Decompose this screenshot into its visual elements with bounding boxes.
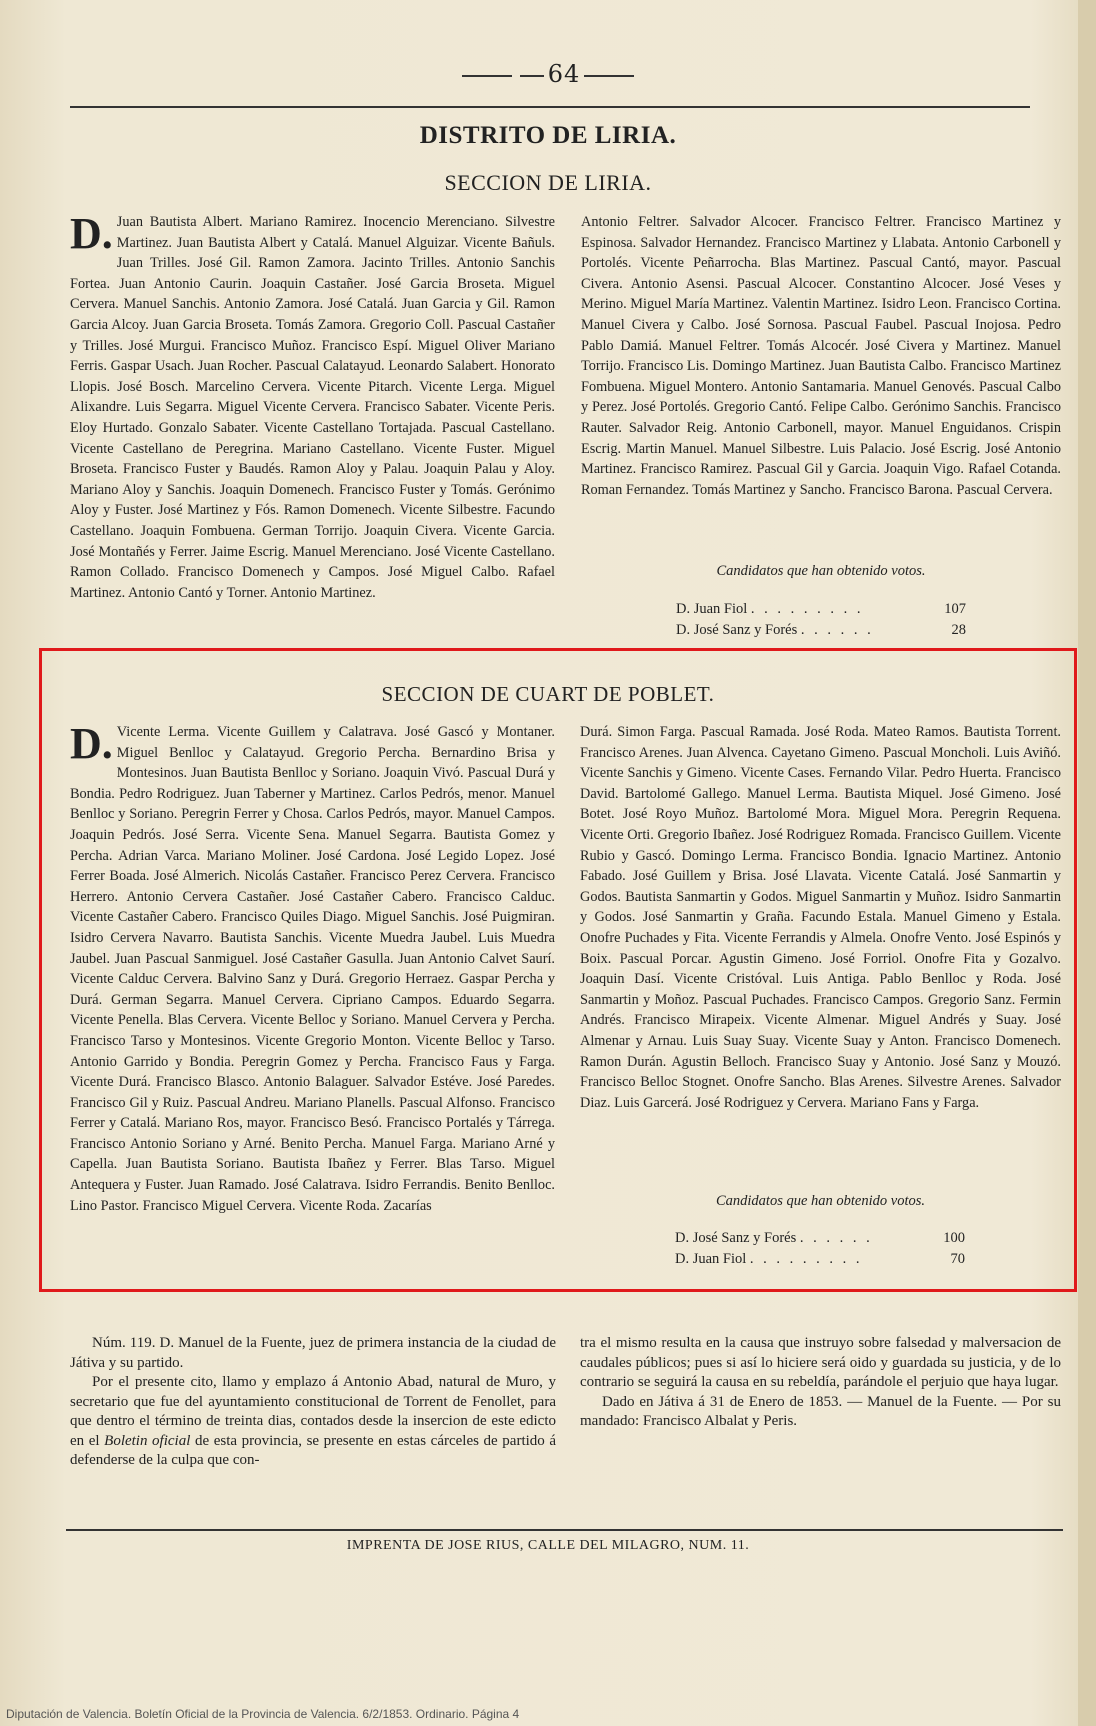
edict-signature: Dado en Játiva á 31 de Enero de 1853. — Manuel de la Fuente. — Por su mandado: Francisco Albalat y Peris.	[580, 1393, 1061, 1429]
leader-dots: . . . . . . . . .	[750, 601, 864, 617]
edict-italic-text: Boletin oficial	[104, 1432, 191, 1449]
edict-heading: Núm. 119. D. Manuel de la Fuente, juez de primera instancia de la ciudad de Játiva y su partido.	[70, 1335, 556, 1371]
leader-dots: . . . . . .	[799, 1230, 873, 1246]
edict-paragraph	[70, 1373, 556, 1471]
candidates-heading: Candidatos que han obtenido votos.	[715, 1193, 926, 1209]
voter-list-text: Juan Bautista Albert. Mariano Ramirez. Inocencio Merenciano. Silvestre Martinez. Juan Bautista Albert y Catalá. Manuel Alguizar. Vicente Bañuls. Juan Trilles. José Gil. Ramon Zamora. Jacinto Trilles. Antonio Sanchis Fortea. Juan Antonio Caurin. Joaquin Castañer. José Garcia Broseta. Miguel Cervera. Manuel Sanchis. Antonio Zamora. José Catalá. Juan Garcia y Gil. Ramon Garcia Alcoy. Juan Garcia Broseta. Tomás Zamora. Gregorio Coll. Pascual Castañer y Trilles. José Murgui. Francisco Muñoz. Francisco Espí. Miguel Oliver Mariano Ferris. Gaspar Usach. Juan Rocher. Pascual Calatayud. Leonardo Salabert. Honorato Llopis. José Bosch. Marcelino Cervera. Vicente Pitarch. Vicente Lerga. Miguel Alixandre. Luis Segarra. Miguel Vicente Cervera. Francisco Sabater. Vicente Peris. Eloy Hurtado. Gonzalo Sabater. Vicente Castellano Tortajada. Pascual Castellano. Vicente Castellano de Peregrina. Mariano Castellano. Vicente Fuster. Miguel Broseta. Francisco Fuster y Baudés. Ramon Aloy y Palau. Joaquin Palau y Aloy. Mariano Aloy y Sanchis. Joaquin Domenech. Francisco Fuster y Tomás. Gerónimo Aloy y Fuster. José Martinez y Fós. Ramon Domenech. Vicente Silbestre. Facundo Castellano. Joaquin Fombuena. German Torrijo. Joaquin Civera. Vicente Garcia. José Montañés y Ferrer. Jaime Escrig. Manuel Merenciano. José Vicente Castellano. Ramon Collado. Francisco Domenech y Campos. José Miguel Calbo. Rafael Martinez. Antonio Cantó y Torner. Antonio Martinez.	[70, 214, 555, 601]
voter-list-text: Antonio Feltrer. Salvador Alcocer. Francisco Feltrer. Francisco Martinez y Espinosa. Salvador Hernandez. Francisco Martinez y Llabata. Antonio Carbonell y Portolés. Vicente Peñarrocha. Blas Martinez. Pascual Cantó, mayor. Pascual Civera. Antonio Asensi. Pascual Alcocer. Constantino Alcocer. José Veses y Merino. Miguel María Martinez. Valentin Martinez. Isidro Leon. Francisco Cortina. Manuel Civera y Calbo. José Sornosa. Pascual Faubel. Pascual Inojosa. Pedro Pablo Damiá. Manuel Feltrer. Tomás Alcocér. José Civera y Martinez. Manuel Torrijo. Francisco Lis. Domingo Martinez. Juan Bautista Calbo. Francisco Martinez Fombuena. Miguel Montero. Antonio Santamaria. Manuel Genovés. Pascual Calbo y Perez. José Portolés. Gregorio Cantó. Felipe Calbo. Gerónimo Sanchis. Francisco Rauter. Salvador Reig. Antonio Carbonell, mayor. Manuel Enguidanos. Crispin Escrig. Martin Manuel. Manuel Silbestre. Luis Palacio. José Escrig. José Antonio Martinez. Francisco Ramirez. Pascual Gil y Garcia. Joaquin Vigo. Rafael Cotanda. Roman Fernandez. Tomás Martinez y Sancho. Francisco Barona. Pascual Cervera.	[581, 214, 1061, 498]
archive-caption: Diputación de Valencia. Boletín Oficial de la Provincia de Valencia. 6/2/1853. Ordinario. Página 4	[6, 1707, 520, 1721]
candidate-row	[676, 601, 864, 618]
candidate-row	[675, 1251, 863, 1268]
drop-initial: D.	[70, 209, 113, 258]
leader-dots: . . . . . . . . .	[749, 1251, 863, 1267]
drop-initial: D.	[70, 719, 113, 768]
section-cuart-right-column	[580, 722, 1061, 1113]
header-rule	[70, 106, 1030, 108]
section-title-cuart-de-poblet: SECCION DE CUART DE POBLET.	[381, 682, 715, 706]
page-number: 64	[547, 60, 581, 88]
page-header	[0, 60, 1096, 88]
leader-dots: . . . . . .	[800, 622, 874, 638]
candidate-votes: 28	[951, 622, 966, 638]
candidate-votes: 100	[943, 1230, 965, 1246]
candidate-name: D. Juan Fiol	[675, 1251, 747, 1267]
section-title-liria: SECCION DE LIRIA.	[444, 170, 652, 195]
district-title: DISTRITO DE LIRIA.	[419, 122, 677, 149]
edict-right-column	[580, 1334, 1061, 1432]
voter-list-text: Durá. Simon Farga. Pascual Ramada. José Roda. Mateo Ramos. Bautista Torrent. Francisco Arenes. Juan Alvenca. Cayetano Gimeno. Pascual Moncholi. Luis Aviñó. Vicente Sanchis y Gimeno. Vicente Cases. Fernando Vilar. Pedro Huerta. Francisco David. Bartolomé Gallego. Manuel Lerma. Bautista Miquel. José Gimeno. José Botet. José Royo Muñoz. Bartolomé Mora. Miguel Mora. Peregrin Requena. Vicente Orti. Gregorio Ibañez. José Rodriguez Romada. Francisco Guillem. Vicente Rubio y Gascó. Domingo Lerma. Francisco Bondia. Ignacio Martinez. Antonio Fabado. José Guillem y Brisa. José Llavata. Vicente Catalá. José Sanmartin y Godos. Bautista Sanmartin y Godos. Miguel Sanmartin y Muñoz. Isidro Sanmartin y Godos. José Sanmartin y Graña. Facundo Estala. Manuel Gimeno y Estala. Onofre Puchades y Fita. Vicente Ferrandis y Almela. Onofre Vento. José Espinós y Boix. Pascual Porcar. Agustin Gimeno. José Forriol. Onofre Fita y Gozalvo. Joaquin Dasí. Vicente Cristóval. Luis Antiga. Pablo Benlloc y Roda. José Sanmartin y Moñoz. Pascual Puchades. Francisco Campos. Gregorio Sanz. Fermin Andrés. Francisco Mirapeix. Vicente Almenar. Miguel Andrés y Suay. José Almenar y Arnau. Luis Suay Suay. Vicente Suay y Anton. Francisco Domenech. Ramon Durán. Agustin Belloch. Francisco Suay y Antonio. José Sanz y Mouzó. Francisco Belloc Stognet. Onofre Sancho. Blas Arenes. Silvestre Arenes. Salvador Diaz. Luis Garcerá. José Rodriguez y Cervera. Mariano Fans y Farga.	[580, 724, 1061, 1111]
footer-rule	[66, 1529, 1063, 1531]
section-cuart-left-column	[70, 719, 555, 1216]
candidates-heading: Candidatos que han obtenido votos.	[716, 563, 926, 579]
page-edge	[1078, 0, 1096, 1726]
voter-list-text: Vicente Lerma. Vicente Guillem y Calatrava. José Gascó y Montaner. Miguel Benlloc y Calatayud. Gregorio Percha. Bernardino Brisa y Montesinos. Juan Bautista Benlloc y Soriano. Joaquin Vivó. Pascual Durá y Bondia. Pedro Rodriguez. Juan Taberner y Martinez. Carlos Pedrós, menor. Manuel Benlloc y Soriano. Peregrin Ferrer y Chosa. Carlos Pedrós, mayor. Manuel Campos. Joaquin Pedrós. José Serra. Vicente Sena. Manuel Segarra. Bautista Gomez y Percha. Adrian Varca. Mariano Moliner. José Cardona. José Legido Lopez. José Ferrer Boada. José Almerich. Nicolás Castañer. Francisco Perez Cervera. Francisco Herrero. Antonio Cervera Castañer. José Castañer Cabero. Francisco Calduc. Vicente Castañer Cabero. Francisco Quiles Diago. Miguel Sanchis. José Puigmiran. Isidro Cervera Navarro. Bautista Sanchis. Vicente Muedra Jaubel. Luis Muedra Jaubel. Juan Pascual Sanmiguel. José Castañer Gasulla. Juan Antonio Calvet Saurí. Vicente Calduc Cervera. Balvino Sanz y Durá. Gregorio Herraez. Gaspar Percha y Durá. German Segarra. Manuel Cervera. Cipriano Campos. Eduardo Segarra. Vicente Penella. Blas Cervera. Vicente Belloc y Soriano. Manuel Cervera y Percha. Francisco Tarso y Montesinos. Vicente Gregorio Monton. Vicente Belloc y Tarso. Antonio Garrido y Bondia. Peregrin Gomez y Percha. Francisco Faus y Farga. Vicente Durá. Francisco Blasco. Antonio Balaguer. Salvador Estéve. José Paredes. Francisco Gil y Ruiz. Pascual Andreu. Mariano Planells. Pascual Alfonso. Francisco Ferrer y Catalá. Mariano Ros, mayor. Francisco Besó. Francisco Portalés y Tárrega. Francisco Antonio Soriano y Arné. Benito Percha. Manuel Farga. Mariano Arné y Capella. Juan Bautista Soriano. Bautista Ibañez y Ferrer. Blas Tarso. Miguel Antequera y Fuster. Juan Ramado. José Calatrava. Isidro Ferrandis. Benito Benlloc. Lino Pastor. Francisco Miguel Cervera. Vicente Roda. Zacarías	[70, 724, 555, 1214]
section-liria-right-column	[581, 212, 1061, 500]
edict-text: de esta provincia, se presente en estas cárceles de partido á defenderse de la culpa que con-	[70, 1432, 557, 1468]
edict-text: Por el presente cito, llamo y emplazo á Antonio Abad, natural de Muro, y secretario que fue del ayuntamiento constitucional de Torrent de Fenollet, para que dentro el término de treinta dias, contados desde la insercion de este edicto en el	[70, 1374, 556, 1449]
edict-paragraph: tra el mismo resulta en la causa que instruyo sobre falsedad y malversacion de caudales públicos; pues si así lo hiciere será oido y guardada su justicia, y de lo contrario se seguirá la causa en su rebeldía, parándole el perjuio que haya lugar.	[580, 1335, 1061, 1390]
printer-imprint: IMPRENTA DE JOSE RIUS, CALLE DEL MILAGRO, NUM. 11.	[346, 1538, 750, 1553]
edict-left-column	[70, 1334, 556, 1471]
candidate-name: D. Juan Fiol	[676, 601, 748, 617]
candidate-votes: 70	[950, 1251, 965, 1267]
candidate-row	[676, 622, 874, 639]
candidate-name: D. José Sanz y Forés	[676, 622, 798, 638]
candidate-row	[675, 1230, 873, 1247]
candidate-votes: 107	[944, 601, 966, 617]
section-liria-left-column	[70, 209, 555, 603]
candidate-name: D. José Sanz y Forés	[675, 1230, 797, 1246]
